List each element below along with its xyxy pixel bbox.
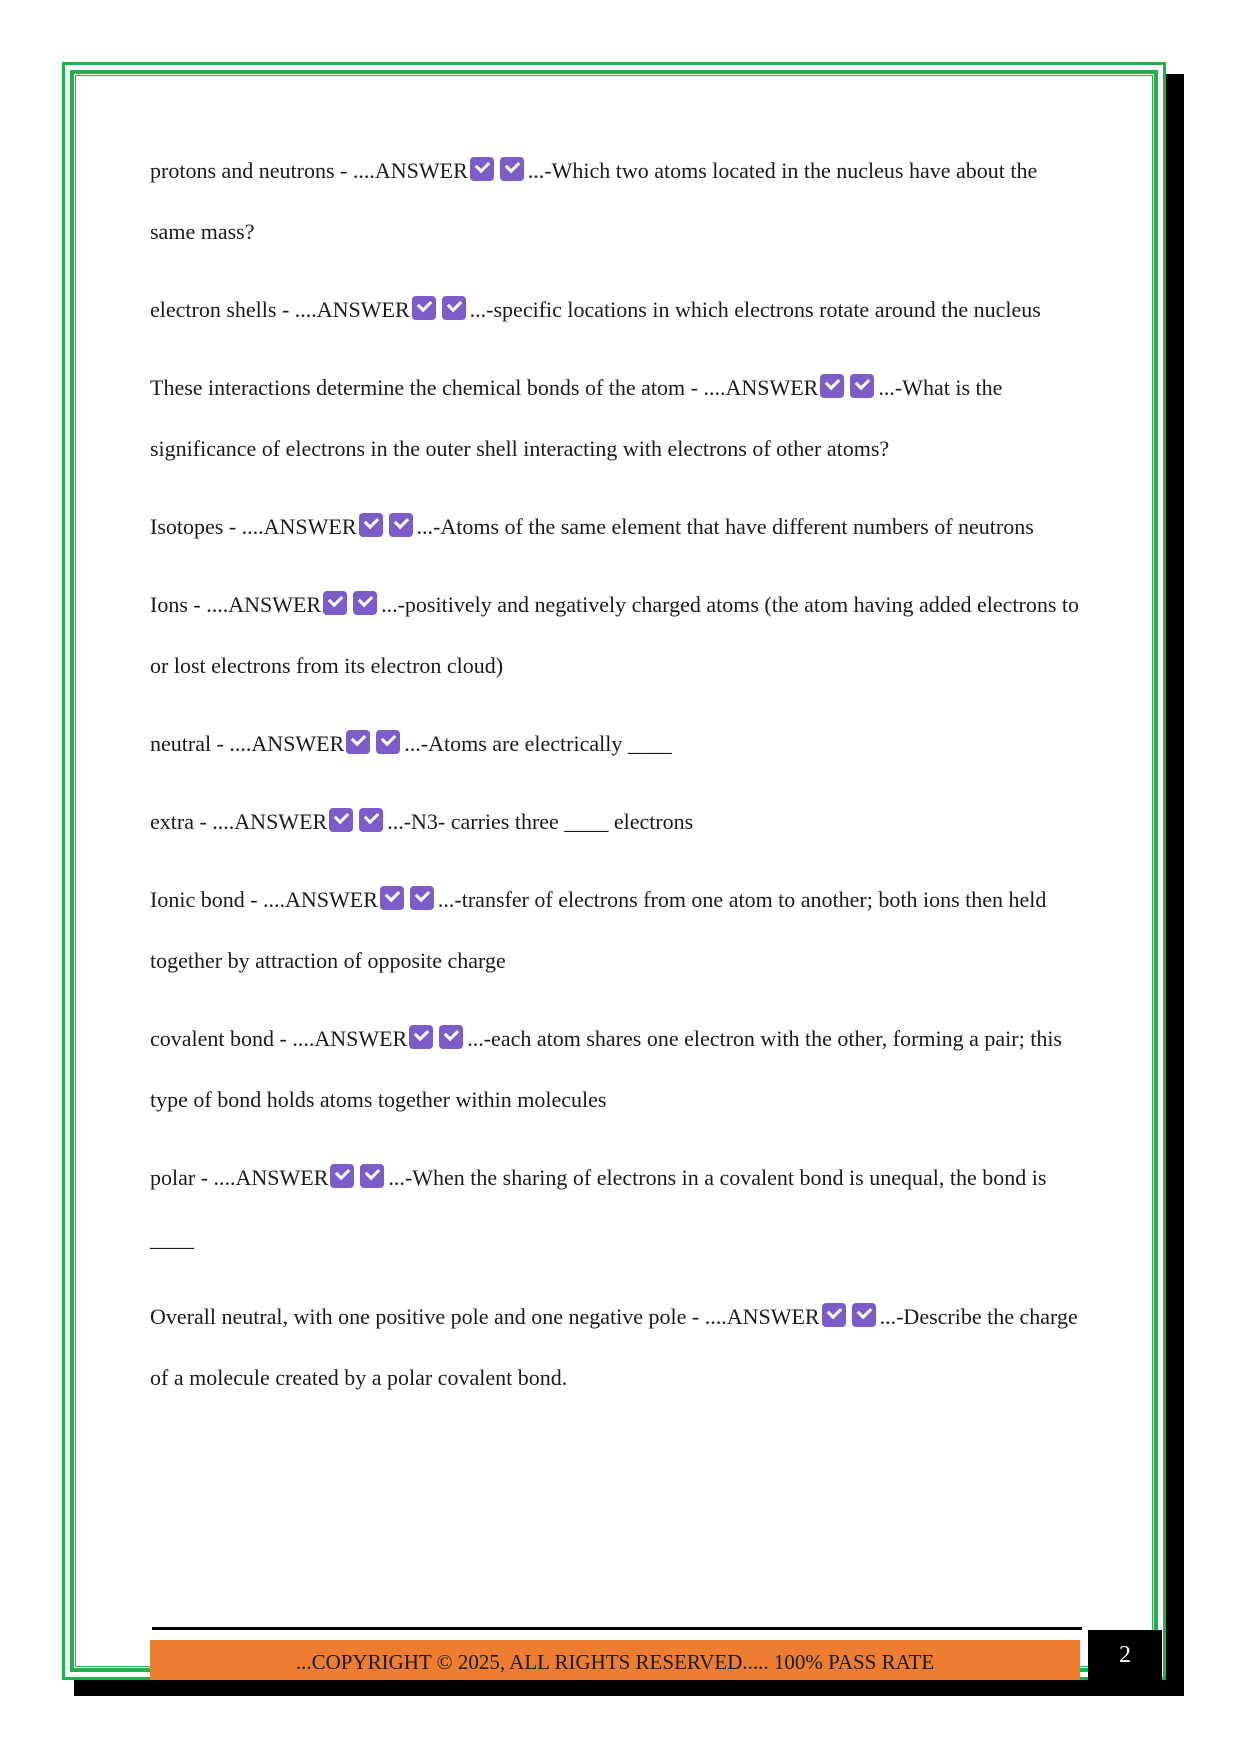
check-icon <box>389 513 413 537</box>
qa-entry <box>150 869 1080 991</box>
qa-entry <box>150 1286 1080 1408</box>
entry-definition: ...-N3- carries three ____ electrons <box>387 809 694 834</box>
entry-definition: ...-Atoms are electrically ____ <box>404 731 672 756</box>
entry-term: electron shells - ....ANSWER <box>150 297 410 322</box>
check-icon <box>346 730 370 754</box>
footer-rule <box>152 1627 1082 1630</box>
qa-list <box>150 140 1080 1425</box>
entry-term: protons and neutrons - ....ANSWER <box>150 158 468 183</box>
entry-term: Overall neutral, with one positive pole and one negative pole - ....ANSWER <box>150 1304 820 1329</box>
qa-entry <box>150 574 1080 696</box>
qa-entry <box>150 1147 1080 1269</box>
check-icon <box>470 157 494 181</box>
check-icon <box>410 886 434 910</box>
check-icon <box>822 1303 846 1327</box>
check-icon <box>323 591 347 615</box>
check-icon <box>442 296 466 320</box>
check-icon <box>359 513 383 537</box>
footer-copyright: ...COPYRIGHT © 2025, ALL RIGHTS RESERVED..... 100% PASS RATE <box>150 1640 1080 1680</box>
entry-definition: ...-positively and negatively charged atoms (the atom having added electrons to or lost electrons from its electron cloud) <box>150 592 1079 678</box>
check-icon <box>852 1303 876 1327</box>
check-icon <box>360 1164 384 1188</box>
entry-term: extra - ....ANSWER <box>150 809 328 834</box>
check-icon <box>500 157 524 181</box>
qa-entry <box>150 496 1080 557</box>
entry-definition: ...-What is the significance of electrons in the outer shell interacting with electrons of other atoms? <box>150 375 1003 461</box>
entry-term: Ions - ....ANSWER <box>150 592 322 617</box>
qa-entry <box>150 713 1080 774</box>
check-icon <box>439 1025 463 1049</box>
entry-definition: ...-each atom shares one electron with the other, forming a pair; this type of bond holds atoms together within molecules <box>150 1026 1062 1112</box>
check-icon <box>359 808 383 832</box>
entry-definition: ...-specific locations in which electrons rotate around the nucleus <box>469 297 1041 322</box>
entry-definition: ...-When the sharing of electrons in a covalent bond is unequal, the bond is ____ <box>150 1165 1047 1251</box>
check-icon <box>353 591 377 615</box>
entry-definition: ...-Atoms of the same element that have different numbers of neutrons <box>416 514 1034 539</box>
qa-entry <box>150 279 1080 340</box>
entry-term: polar - ....ANSWER <box>150 1165 329 1190</box>
entry-definition: ...-transfer of electrons from one atom to another; both ions then held together by attraction of opposite charge <box>150 887 1047 973</box>
entry-term: covalent bond - ....ANSWER <box>150 1026 408 1051</box>
check-icon <box>380 886 404 910</box>
qa-entry <box>150 140 1080 262</box>
check-icon <box>376 730 400 754</box>
qa-entry <box>150 357 1080 479</box>
entry-term: These interactions determine the chemical bonds of the atom - ....ANSWER <box>150 375 819 400</box>
entry-definition: ...-Which two atoms located in the nucleus have about the same mass? <box>150 158 1038 244</box>
check-icon <box>412 296 436 320</box>
check-icon <box>850 374 874 398</box>
entry-term: Isotopes - ....ANSWER <box>150 514 357 539</box>
entry-term: Ionic bond - ....ANSWER <box>150 887 378 912</box>
qa-entry <box>150 1008 1080 1130</box>
entry-term: neutral - ....ANSWER <box>150 731 345 756</box>
check-icon <box>330 1164 354 1188</box>
check-icon <box>329 808 353 832</box>
check-icon <box>820 374 844 398</box>
qa-entry <box>150 791 1080 852</box>
page-number: 2 <box>1088 1630 1162 1680</box>
entry-definition: ...-Describe the charge of a molecule created by a polar covalent bond. <box>150 1304 1078 1390</box>
check-icon <box>409 1025 433 1049</box>
